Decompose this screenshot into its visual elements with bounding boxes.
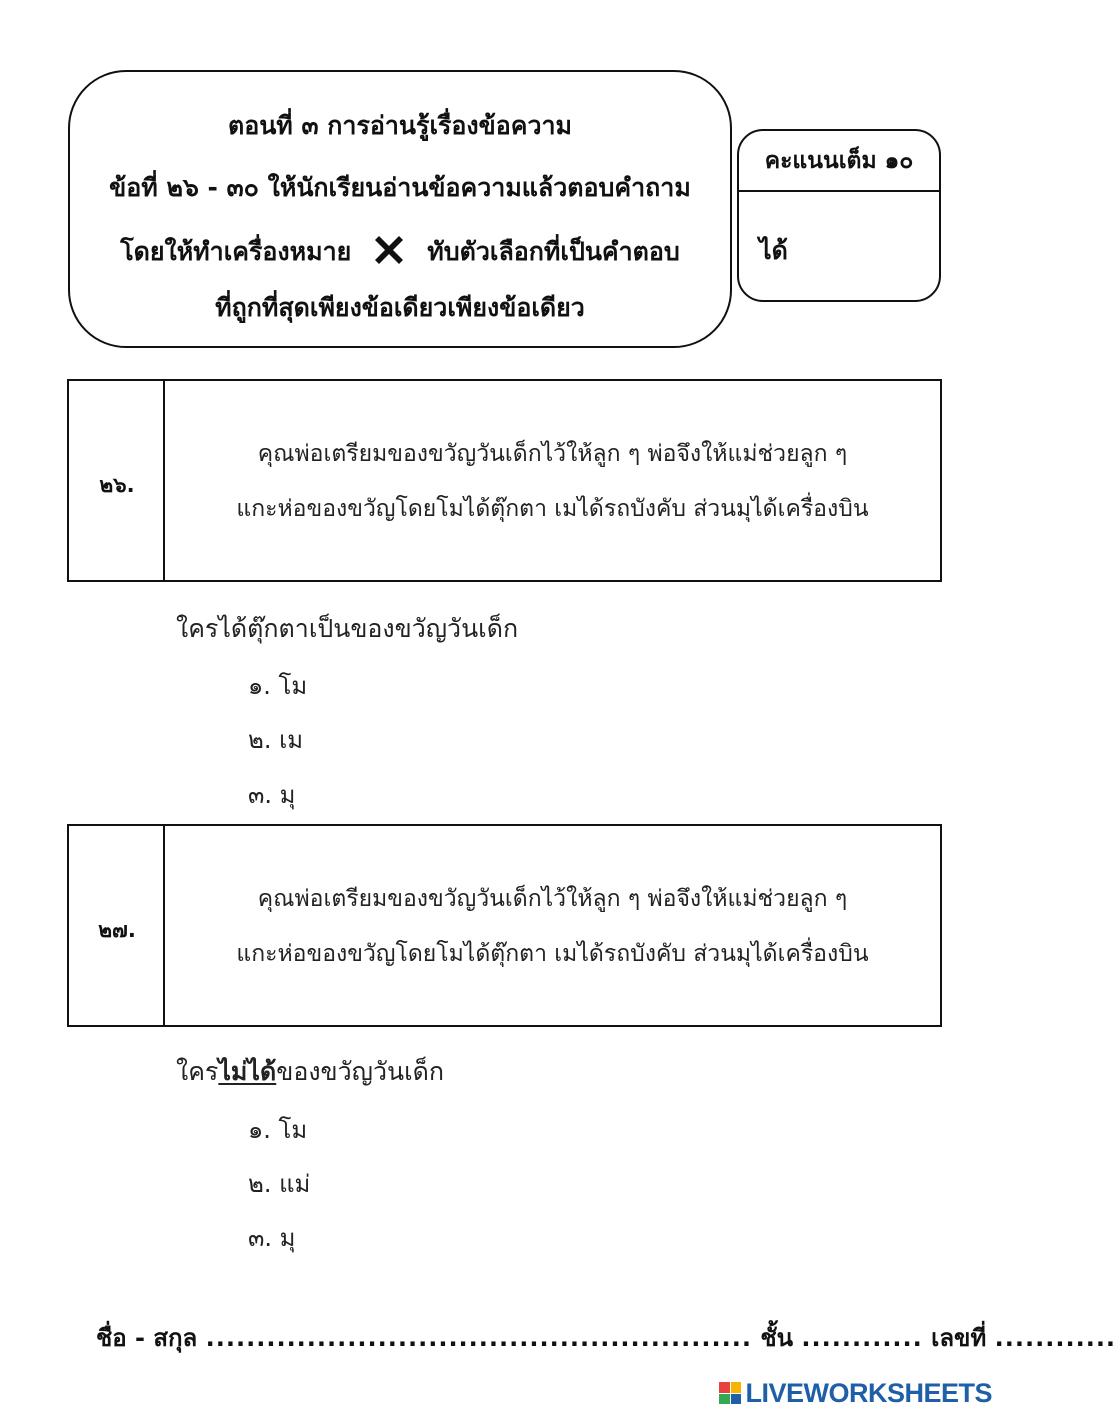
instruction-mark-after: ทับตัวเลือกที่เป็นคำตอบ xyxy=(427,237,680,266)
class-label: ชั้น xyxy=(760,1324,794,1352)
brand-text: LIVEWORKSHEETS xyxy=(745,1377,992,1408)
question-end: ของขวัญวันเด็ก xyxy=(276,1057,445,1086)
answer-choice[interactable]: ๒. แม่ xyxy=(248,1170,311,1198)
answer-choice[interactable]: ๑. โม xyxy=(248,672,308,700)
passage-line: คุณพ่อเตรียมของขวัญวันเด็กไว้ให้ลูก ๆ พ่อจึงให้แม่ช่วยลูก ๆ xyxy=(257,441,848,467)
instruction-line: ข้อที่ ๒๖ - ๓๐ ให้นักเรียนอ่านข้อความแล้วตอบคำถาม xyxy=(109,173,691,202)
question-emphasis: ไม่ได้ xyxy=(218,1057,277,1086)
answer-choice[interactable]: ๑. โม xyxy=(248,1116,308,1144)
student-info-line xyxy=(96,1318,1116,1357)
liveworksheets-brand xyxy=(719,1378,992,1408)
passage-line: แกะห่อของขวัญโดยโมได้ตุ๊กตา เมได้รถบังคับ ส่วนมุได้เครื่องบิน xyxy=(236,941,869,967)
instructions-box xyxy=(68,70,732,348)
section-title: ตอนที่ ๓ การอ่านรู้เรื่องข้อความ xyxy=(227,111,573,140)
instruction-mark-line xyxy=(70,230,730,272)
name-label: ชื่อ - สกุล xyxy=(96,1324,198,1352)
answer-choice[interactable]: ๓. มุ xyxy=(248,1224,296,1252)
full-score-label: คะแนนเต็ม ๑๐ xyxy=(739,131,939,192)
name-blank[interactable]: ...................................................... xyxy=(205,1324,752,1352)
passage-line: แกะห่อของขวัญโดยโมได้ตุ๊กตา เมได้รถบังคับ ส่วนมุได้เครื่องบิน xyxy=(236,496,869,522)
class-blank[interactable]: ............ xyxy=(801,1324,923,1352)
score-box xyxy=(737,129,941,302)
x-mark-icon xyxy=(369,230,409,270)
passage-box xyxy=(67,379,942,582)
item-number: ๒๗. xyxy=(98,918,136,942)
answer-choice[interactable]: ๓. มุ xyxy=(248,781,296,809)
question-text: ใครได้ตุ๊กตาเป็นของขวัญวันเด็ก xyxy=(176,614,519,643)
liveworksheets-logo-icon xyxy=(719,1382,741,1404)
passage-line: คุณพ่อเตรียมของขวัญวันเด็กไว้ให้ลูก ๆ พ่อจึงให้แม่ช่วยลูก ๆ xyxy=(257,886,848,912)
question-start: ใคร xyxy=(176,1057,219,1086)
passage-box xyxy=(67,824,942,1027)
question-text xyxy=(176,1052,444,1092)
answer-choice[interactable]: ๒. เม xyxy=(248,726,304,754)
student-number-label: เลขที่ xyxy=(931,1324,987,1352)
item-number: ๒๖. xyxy=(99,473,135,497)
instruction-mark-before: โดยให้ทำเครื่องหมาย xyxy=(120,237,352,266)
instruction-line: ที่ถูกที่สุดเพียงข้อเดียวเพียงข้อเดียว xyxy=(215,293,585,322)
student-number-blank[interactable]: ............ xyxy=(994,1324,1116,1352)
score-obtained-label: ได้ xyxy=(759,236,788,265)
